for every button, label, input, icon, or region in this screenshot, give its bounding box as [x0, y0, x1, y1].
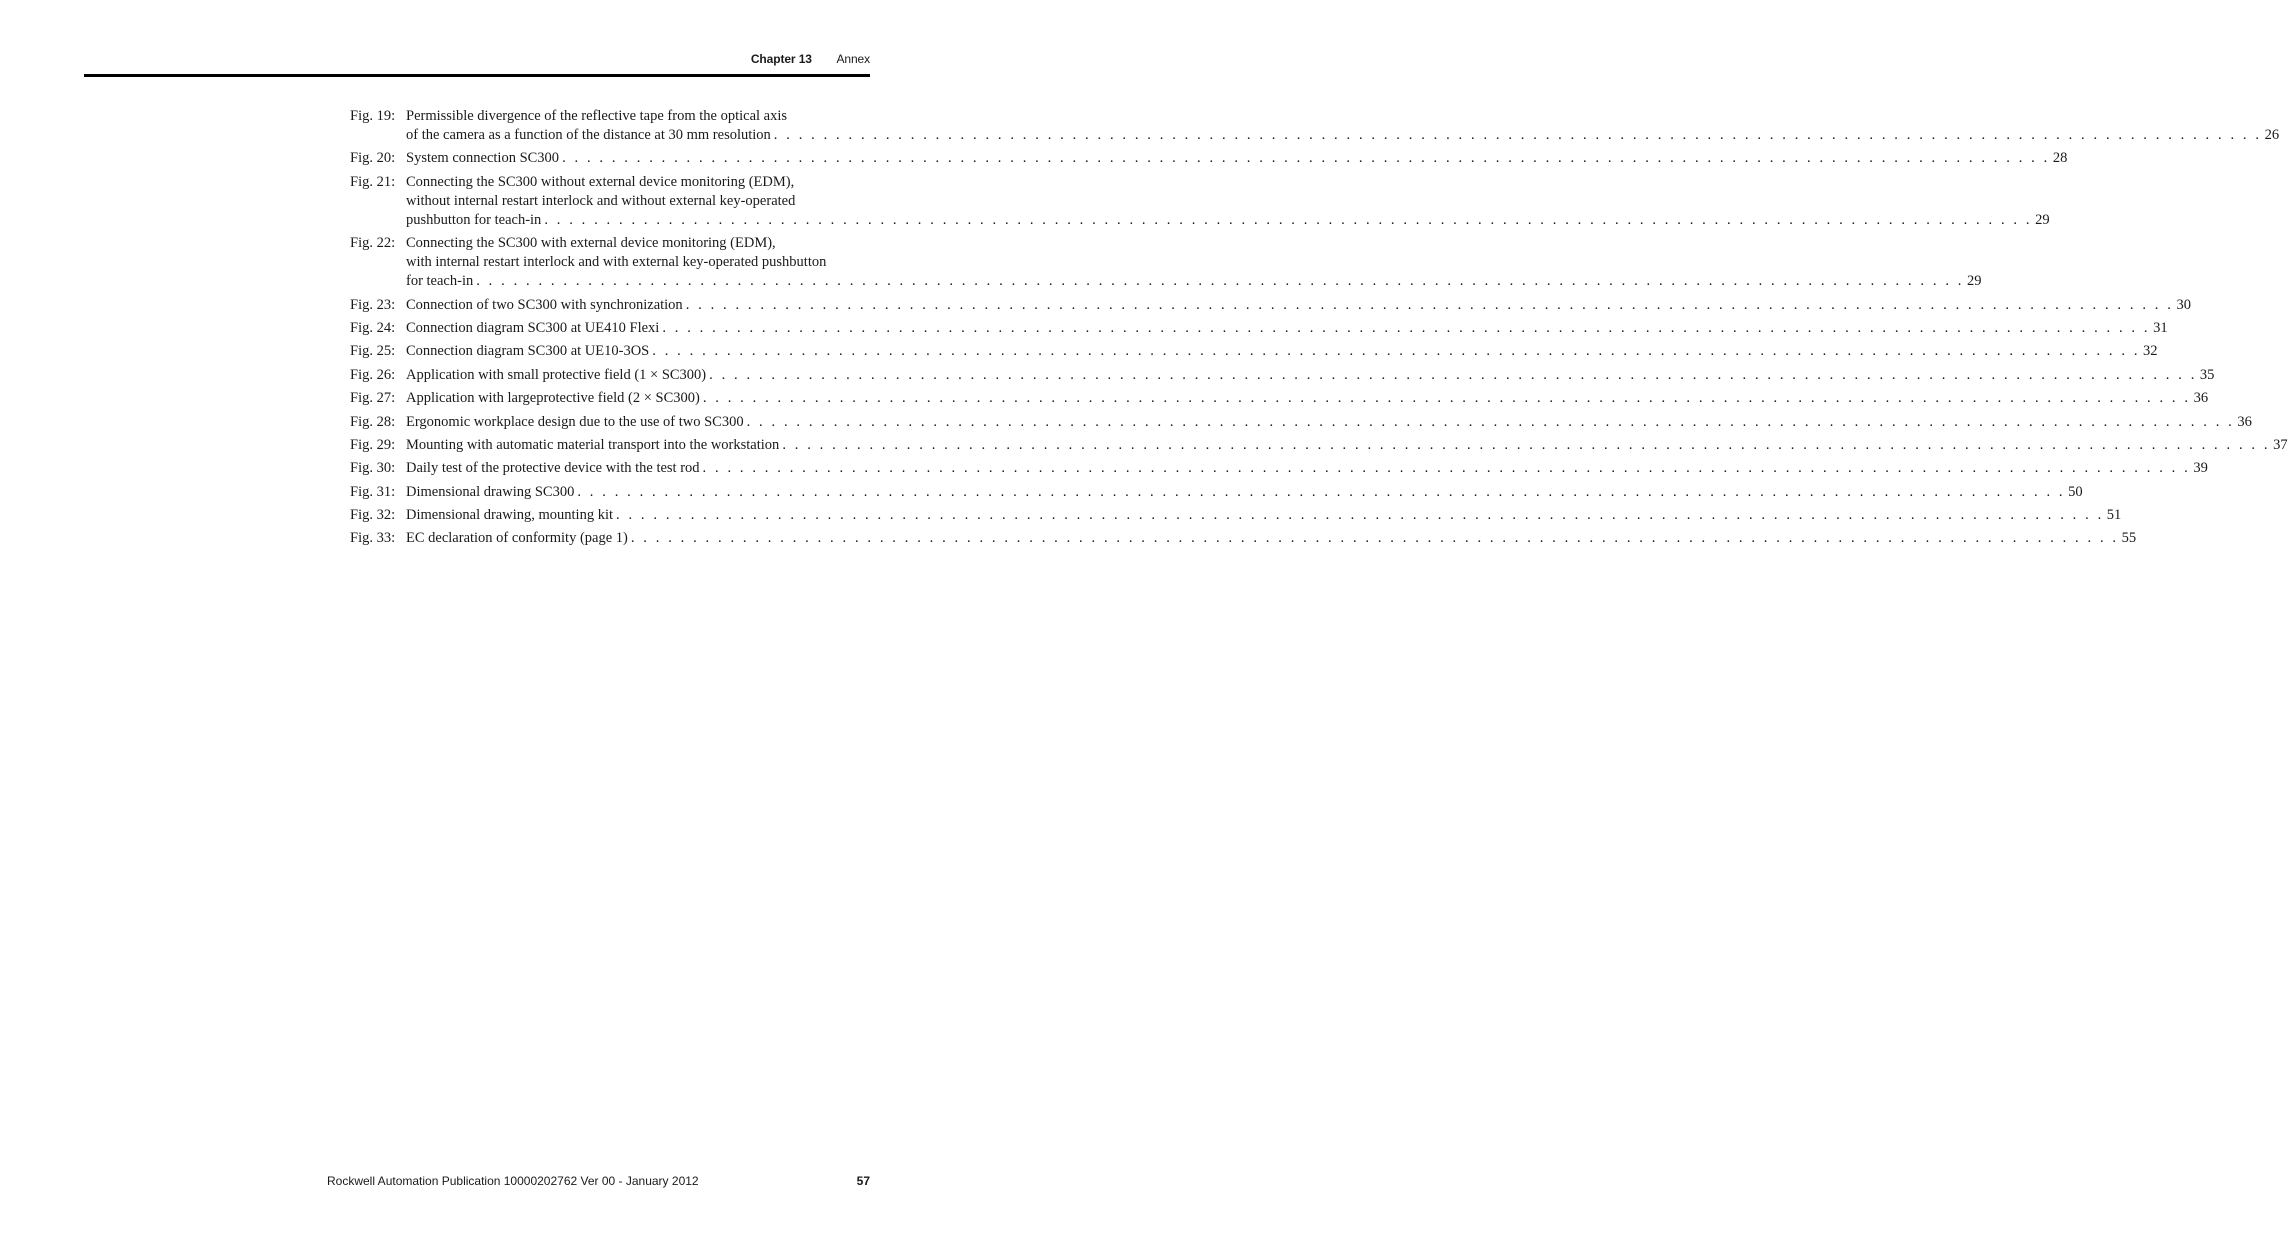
caption-last-line — [406, 529, 2137, 548]
list-item[interactable] — [350, 413, 2252, 432]
caption-line: Ergonomic workplace design due to the use of two SC300 — [406, 413, 744, 430]
figure-number: Fig. 22: — [350, 235, 396, 252]
list-item[interactable] — [350, 366, 2215, 385]
page-header — [751, 52, 870, 66]
list-item[interactable] — [350, 506, 2122, 525]
figure-caption — [406, 319, 2168, 338]
figure-caption — [406, 234, 1982, 291]
caption-last-line — [406, 366, 2215, 385]
dot-leader: . . . . . . . . . . . . . . . . . . . . . . . . . . . . . . . . . . . . . . . . . . . . . . . . . . . . . . . . . . . . . . . . . . . . . . . . . . . . . . . . . . . . . . . . . . . . . . . . . . . . . . . . . . . . . . . . . . . . . . . . — [577, 483, 2066, 500]
page-reference[interactable]: 32 — [2143, 343, 2158, 360]
list-item[interactable] — [350, 529, 2137, 548]
dot-leader: . . . . . . . . . . . . . . . . . . . . . . . . . . . . . . . . . . . . . . . . . . . . . . . . . . . . . . . . . . . . . . . . . . . . . . . . . . . . . . . . . . . . . . . . . . . . . . . . . . . . . . . . . . . . . . . . . . . . . . . . — [544, 211, 2033, 228]
caption-last-line — [406, 389, 2209, 408]
figure-caption — [406, 173, 2050, 230]
figure-caption — [406, 413, 2252, 432]
figure-number: Fig. 24: — [350, 319, 396, 336]
caption-line: Connection of two SC300 with synchronization — [406, 296, 683, 313]
page-reference[interactable]: 29 — [1967, 273, 1982, 290]
page-reference[interactable]: 26 — [2264, 127, 2280, 143]
figure-caption — [406, 296, 2191, 315]
figure-number: Fig. 20: — [350, 150, 396, 167]
caption-line: Mounting with automatic material transport into the workstation — [406, 436, 780, 453]
figure-caption — [406, 149, 2068, 168]
caption-last-line — [406, 413, 2252, 432]
list-item[interactable] — [350, 296, 2191, 315]
caption-last-line — [406, 459, 2208, 478]
caption-last-line — [406, 296, 2191, 315]
dot-leader: . . . . . . . . . . . . . . . . . . . . . . . . . . . . . . . . . . . . . . . . . . . . . . . . . . . . . . . . . . . . . . . . . . . . . . . . . . . . . . . . . . . . . . . . . . . . . . . . . . . . . . . . . . . . . . . . . . . . . . . . — [685, 296, 2174, 313]
figure-number: Fig. 23: — [350, 296, 396, 313]
page-reference[interactable]: 35 — [2199, 366, 2215, 383]
figure-number: Fig. 25: — [350, 343, 396, 360]
caption-last-line — [406, 319, 2168, 338]
page-reference[interactable]: 30 — [2176, 296, 2191, 313]
caption-line: Connecting the SC300 without external device monitoring (EDM), — [406, 173, 795, 190]
list-item[interactable] — [350, 149, 2068, 168]
figure-caption — [406, 459, 2208, 478]
publication-info: Rockwell Automation Publication 10000202762 Ver 00 - January 2012 — [327, 1174, 699, 1188]
figure-number: Fig. 30: — [350, 460, 396, 477]
page-reference[interactable]: 29 — [2035, 211, 2050, 228]
dot-leader: . . . . . . . . . . . . . . . . . . . . . . . . . . . . . . . . . . . . . . . . . . . . . . . . . . . . . . . . . . . . . . . . . . . . . . . . . . . . . . . . . . . . . . . . . . . . . . . . . . . . . . . . . . . . . . . . . . . . . . . . — [616, 507, 2104, 524]
page-reference[interactable]: 28 — [2052, 150, 2068, 167]
dot-leader: . . . . . . . . . . . . . . . . . . . . . . . . . . . . . . . . . . . . . . . . . . . . . . . . . . . . . . . . . . . . . . . . . . . . . . . . . . . . . . . . . . . . . . . . . . . . . . . . . . . . . . . . . . . . . . . . . . . . . . . . — [630, 530, 2119, 547]
caption-line: Connection diagram SC300 at UE10-3OS — [406, 343, 650, 360]
caption-line: Connection diagram SC300 at UE410 Flexi — [406, 319, 660, 336]
figure-caption — [406, 436, 2288, 455]
figure-number: Fig. 31: — [350, 483, 396, 500]
caption-line: of the camera as a function of the distance at 30 mm resolution — [406, 127, 771, 143]
page-reference[interactable]: 50 — [2068, 483, 2083, 500]
dot-leader: . . . . . . . . . . . . . . . . . . . . . . . . . . . . . . . . . . . . . . . . . . . . . . . . . . . . . . . . . . . . . . . . . . . . . . . . . . . . . . . . . . . . . . . . . . . . . . . . . . . . . . . . . . . . . . . . . . . . . . . . — [476, 273, 1965, 290]
dot-leader: . . . . . . . . . . . . . . . . . . . . . . . . . . . . . . . . . . . . . . . . . . . . . . . . . . . . . . . . . . . . . . . . . . . . . . . . . . . . . . . . . . . . . . . . . . . . . . . . . . . . . . . . . . . . . . . . . . . . . . . . — [702, 390, 2191, 407]
figure-number: Fig. 26: — [350, 366, 396, 383]
list-item[interactable] — [350, 436, 2288, 455]
section-label: Annex — [836, 52, 870, 66]
caption-line: EC declaration of conformity (page 1) — [406, 530, 628, 547]
page-number: 57 — [856, 1174, 870, 1188]
figure-number: Fig. 27: — [350, 390, 396, 407]
caption-last-line — [406, 126, 2280, 145]
figure-number: Fig. 33: — [350, 530, 396, 547]
caption-line: Application with small protective field (1 × SC300) — [406, 366, 707, 383]
caption-last-line — [406, 436, 2288, 455]
figure-caption — [406, 483, 2083, 502]
caption-last-line — [406, 272, 1982, 291]
dot-leader: . . . . . . . . . . . . . . . . . . . . . . . . . . . . . . . . . . . . . . . . . . . . . . . . . . . . . . . . . . . . . . . . . . . . . . . . . . . . . . . . . . . . . . . . . . . . . . . . . . . . . . . . . . . . . . . . . . . . . . . . — [782, 436, 2271, 453]
figure-number: Fig. 32: — [350, 507, 396, 524]
figure-caption — [406, 366, 2215, 385]
dot-leader: . . . . . . . . . . . . . . . . . . . . . . . . . . . . . . . . . . . . . . . . . . . . . . . . . . . . . . . . . . . . . . . . . . . . . . . . . . . . . . . . . . . . . . . . . . . . . . . . . . . . . . . . . . . . . . . . . . . . . . . . — [709, 366, 2197, 383]
caption-line: for teach-in — [406, 273, 474, 290]
list-item[interactable] — [350, 107, 2280, 145]
page-reference[interactable]: 37 — [2273, 436, 2288, 453]
caption-last-line — [406, 483, 2083, 502]
page-reference[interactable]: 36 — [2193, 390, 2209, 407]
caption-line: Dimensional drawing, mounting kit — [406, 507, 614, 524]
caption-last-line — [406, 149, 2068, 168]
page-reference[interactable]: 31 — [2153, 319, 2168, 336]
caption-last-line — [406, 342, 2158, 361]
list-item[interactable] — [350, 459, 2208, 478]
figure-caption — [406, 389, 2209, 408]
figure-caption — [406, 506, 2122, 525]
list-item[interactable] — [350, 483, 2083, 502]
caption-line: Dimensional drawing SC300 — [406, 483, 575, 500]
caption-line: System connection SC300 — [406, 150, 560, 167]
dot-leader: . . . . . . . . . . . . . . . . . . . . . . . . . . . . . . . . . . . . . . . . . . . . . . . . . . . . . . . . . . . . . . . . . . . . . . . . . . . . . . . . . . . . . . . . . . . . . . . . . . . . . . . . . . . . . . . . . . . . . . . . — [662, 319, 2151, 336]
dot-leader: . . . . . . . . . . . . . . . . . . . . . . . . . . . . . . . . . . . . . . . . . . . . . . . . . . . . . . . . . . . . . . . . . . . . . . . . . . . . . . . . . . . . . . . . . . . . . . . . . . . . . . . . . . . . . . . . . . . . . . . . — [773, 127, 2262, 143]
caption-line: Connecting the SC300 with external device monitoring (EDM), — [406, 235, 776, 252]
caption-last-line — [406, 506, 2122, 525]
page-reference[interactable]: 55 — [2121, 530, 2137, 547]
figure-number: Fig. 19: — [350, 108, 396, 124]
chapter-label: Chapter 13 — [750, 52, 812, 66]
dot-leader: . . . . . . . . . . . . . . . . . . . . . . . . . . . . . . . . . . . . . . . . . . . . . . . . . . . . . . . . . . . . . . . . . . . . . . . . . . . . . . . . . . . . . . . . . . . . . . . . . . . . . . . . . . . . . . . . . . . . . . . . — [702, 460, 2191, 477]
list-of-figures — [350, 107, 2288, 553]
caption-line: Daily test of the protective device with the test rod — [406, 460, 700, 477]
header-rule — [84, 74, 870, 77]
figure-number: Fig. 29: — [350, 436, 396, 453]
caption-line: without internal restart interlock and without external key-operated — [406, 192, 796, 209]
page-reference[interactable]: 36 — [2237, 413, 2252, 430]
figure-number: Fig. 28: — [350, 413, 396, 430]
dot-leader: . . . . . . . . . . . . . . . . . . . . . . . . . . . . . . . . . . . . . . . . . . . . . . . . . . . . . . . . . . . . . . . . . . . . . . . . . . . . . . . . . . . . . . . . . . . . . . . . . . . . . . . . . . . . . . . . . . . . . . . . — [652, 343, 2141, 360]
list-item[interactable] — [350, 173, 2050, 230]
list-item[interactable] — [350, 319, 2168, 338]
figure-caption — [406, 529, 2137, 548]
figure-caption — [406, 342, 2158, 361]
page-reference[interactable]: 51 — [2106, 507, 2122, 524]
figure-number: Fig. 21: — [350, 173, 396, 190]
list-item[interactable] — [350, 234, 1982, 291]
dot-leader: . . . . . . . . . . . . . . . . . . . . . . . . . . . . . . . . . . . . . . . . . . . . . . . . . . . . . . . . . . . . . . . . . . . . . . . . . . . . . . . . . . . . . . . . . . . . . . . . . . . . . . . . . . . . . . . . . . . . . . . . — [746, 413, 2235, 430]
caption-line: Application with largeprotective field (2 × SC300) — [406, 390, 700, 407]
figure-caption — [406, 107, 2280, 145]
caption-last-line — [406, 211, 2050, 230]
list-item[interactable] — [350, 389, 2209, 408]
list-item[interactable] — [350, 342, 2158, 361]
dot-leader: . . . . . . . . . . . . . . . . . . . . . . . . . . . . . . . . . . . . . . . . . . . . . . . . . . . . . . . . . . . . . . . . . . . . . . . . . . . . . . . . . . . . . . . . . . . . . . . . . . . . . . . . . . . . . . . . . . . . . . . . — [562, 150, 2050, 167]
caption-line: Permissible divergence of the reflective tape from the optical axis — [406, 108, 788, 124]
caption-line: with internal restart interlock and with external key-operated pushbutton — [406, 254, 827, 271]
caption-line: pushbutton for teach-in — [406, 211, 542, 228]
page-reference[interactable]: 39 — [2193, 460, 2208, 477]
